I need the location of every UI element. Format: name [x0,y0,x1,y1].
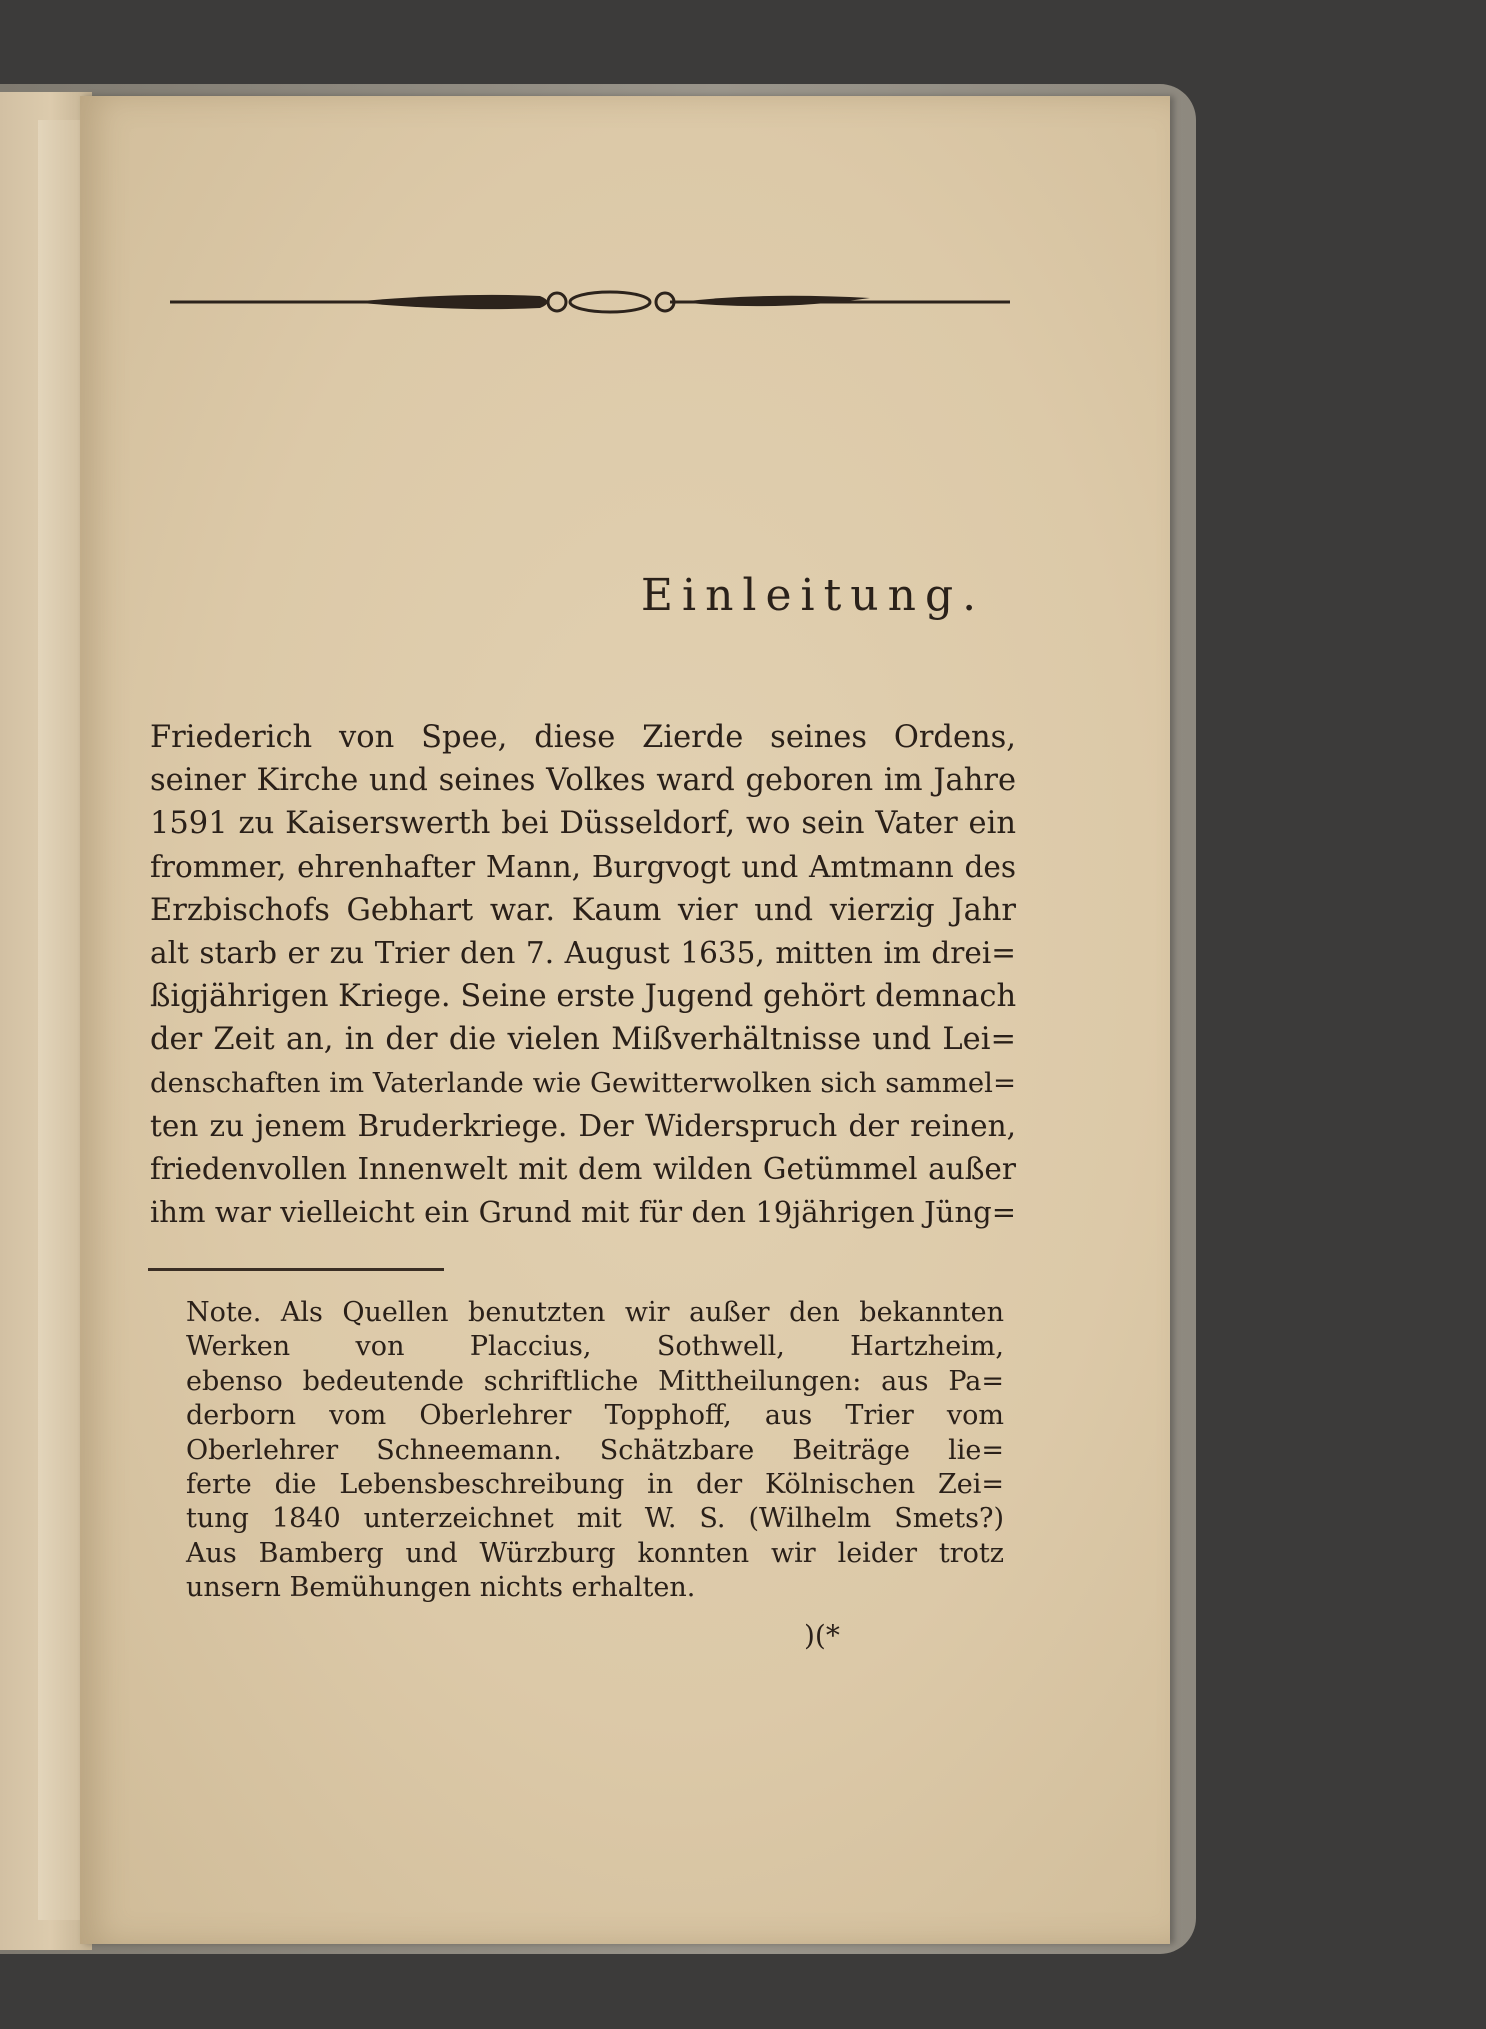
footnote-line: Aus Bamberg und Würzburg konnten wir leider trotz [186,1537,1004,1569]
body-line: der Zeit an, in der die vielen Mißverhältnisse und Lei= [150,1022,1016,1058]
body-line: seiner Kirche und seines Volkes ward geboren im Jahre [150,763,1016,799]
footnote-line: derborn vom Oberlehrer Topphoff, aus Trier vom [186,1400,1004,1432]
chapter-title: Einleitung. [640,570,986,621]
footnote [186,1296,1004,1606]
body-paragraph [150,716,1016,1234]
body-line: ten zu jenem Bruderkriege. Der Widerspruch der reinen, [150,1108,1016,1143]
footnote-line: ebenso bedeutende schriftliche Mittheilungen: aus Pa= [186,1365,1004,1397]
body-line: ihm war vielleicht ein Grund mit für den 19jährigen Jüng= [150,1195,1016,1230]
body-line: Erzbischofs Gebhart war. Kaum vier und vierzig Jahr [150,892,1016,928]
body-line: alt starb er zu Trier den 7. August 1635, mitten im drei= [150,936,1016,971]
footnote-line: Werken von Placcius, Sothwell, Hartzheim, [186,1331,1004,1363]
footnote-line: Note. Als Quellen benutzten wir außer den bekannten [186,1297,1004,1328]
body-line: Friederich von Spee, diese Zierde seines Ordens, [150,720,1016,755]
body-line: denschaften im Vaterlande wie Gewitterwolken sich sammel= [150,1066,1016,1099]
left-page-edge [38,120,82,1920]
footnote-line: ferte die Lebensbeschreibung in der Kölnischen Zei= [186,1469,1004,1501]
header-ornament [170,278,1010,326]
footnote-line: tung 1840 unterzeichnet mit W. S. (Wilhelm Smets?) [186,1503,1004,1535]
body-line: ßigjährigen Kriege. Seine erste Jugend gehört demnach [150,979,1017,1015]
signature-mark: )(* [804,1619,840,1652]
footnote-line: Oberlehrer Schneemann. Schätzbare Beiträge lie= [186,1434,1004,1466]
footnote-rule [148,1268,444,1271]
body-line: frommer, ehrenhafter Mann, Burgvogt und Amtmann des [150,849,1016,884]
body-line: friedenvollen Innenwelt mit dem wilden Getümmel außer [150,1152,1016,1187]
body-line: 1591 zu Kaiserswerth bei Düsseldorf, wo sein Vater ein [150,806,1016,842]
footnote-line: unsern Bemühungen nichts erhalten. [186,1572,696,1604]
